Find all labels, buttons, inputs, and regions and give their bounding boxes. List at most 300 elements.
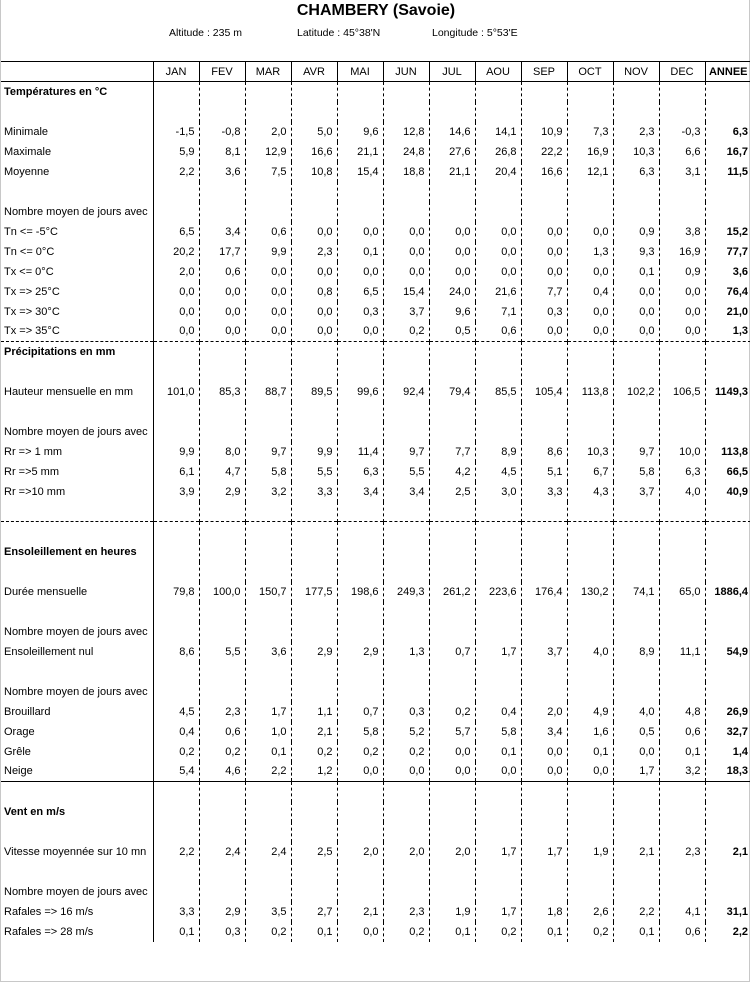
row-label: Rr => 1 mm bbox=[1, 442, 153, 462]
cell-jan: 0,2 bbox=[153, 742, 199, 762]
cell-jul: 5,7 bbox=[429, 722, 475, 742]
cell-aou bbox=[475, 802, 521, 822]
cell-jun bbox=[383, 682, 429, 702]
cell-jun bbox=[383, 502, 429, 522]
table-row bbox=[1, 582, 750, 602]
table-row bbox=[1, 222, 750, 242]
cell-annee: 18,3 bbox=[726, 765, 748, 778]
cell-dec bbox=[659, 362, 705, 382]
cell-annee: 54,9 bbox=[726, 645, 748, 658]
cell-jan bbox=[153, 202, 199, 222]
cell-mai bbox=[337, 522, 383, 542]
row-label: Tx => 35°C bbox=[1, 322, 153, 342]
cell-jun bbox=[383, 562, 429, 582]
cell-dec bbox=[659, 822, 705, 842]
cell-jan: 5,4 bbox=[153, 762, 199, 782]
cell-annee: 26,9 bbox=[726, 705, 748, 718]
cell-nov: 0,5 bbox=[613, 722, 659, 742]
cell-nov: 10,3 bbox=[613, 142, 659, 162]
cell-dec bbox=[659, 502, 705, 522]
cell-avr bbox=[291, 102, 337, 122]
cell-oct: 16,9 bbox=[567, 142, 613, 162]
cell-jun: 18,8 bbox=[383, 162, 429, 182]
cell-oct bbox=[567, 422, 613, 442]
cell-dec bbox=[659, 82, 705, 102]
cell-mar: 0,1 bbox=[245, 742, 291, 762]
column-header-oct: OCT bbox=[567, 62, 613, 82]
cell-sep: 1,7 bbox=[521, 842, 567, 862]
cell-oct: 0,0 bbox=[567, 762, 613, 782]
cell-sep bbox=[521, 502, 567, 522]
cell-sep bbox=[521, 822, 567, 842]
cell-oct bbox=[567, 542, 613, 562]
cell-mai: 0,2 bbox=[337, 742, 383, 762]
spacer-row bbox=[1, 862, 750, 882]
row-label: Moyenne bbox=[1, 162, 153, 182]
cell-dec: 10,0 bbox=[659, 442, 705, 462]
spacer-row bbox=[1, 622, 750, 642]
table-row bbox=[1, 922, 750, 942]
cell-nov bbox=[613, 82, 659, 102]
cell-mar bbox=[245, 682, 291, 702]
cell-jul: 0,0 bbox=[429, 762, 475, 782]
cell-fev bbox=[199, 422, 245, 442]
cell-dec bbox=[659, 542, 705, 562]
cell-annee: 1149,3 bbox=[714, 385, 748, 398]
row-label: Rr =>10 mm bbox=[1, 482, 153, 502]
cell-jul bbox=[429, 782, 475, 802]
column-header-jan: JAN bbox=[153, 62, 199, 82]
altitude-label: Altitude : 235 m bbox=[169, 27, 242, 39]
row-label bbox=[1, 502, 153, 522]
cell-jul: 0,0 bbox=[429, 242, 475, 262]
cell-mai: 2,1 bbox=[337, 902, 383, 922]
cell-jul bbox=[429, 422, 475, 442]
cell-mar: 9,9 bbox=[245, 242, 291, 262]
cell-avr bbox=[291, 562, 337, 582]
cell-jan bbox=[153, 602, 199, 622]
cell-aou: 3,0 bbox=[475, 482, 521, 502]
cell-mar: 2,2 bbox=[245, 762, 291, 782]
cell-oct bbox=[567, 102, 613, 122]
cell-fev bbox=[199, 82, 245, 102]
cell-jun: 24,8 bbox=[383, 142, 429, 162]
cell-sep: 3,4 bbox=[521, 722, 567, 742]
cell-jan: -1,5 bbox=[153, 122, 199, 142]
cell-dec: 3,2 bbox=[659, 762, 705, 782]
cell-annee: 1,4 bbox=[732, 745, 748, 758]
cell-oct bbox=[567, 362, 613, 382]
cell-oct: 0,0 bbox=[567, 302, 613, 322]
spacer-row bbox=[1, 502, 750, 522]
row-label bbox=[1, 822, 153, 842]
table-row bbox=[1, 742, 750, 762]
cell-dec bbox=[659, 522, 705, 542]
cell-jul: 24,0 bbox=[429, 282, 475, 302]
cell-avr: 5,0 bbox=[291, 122, 337, 142]
spacer-row bbox=[1, 522, 750, 542]
cell-jan: 0,0 bbox=[153, 302, 199, 322]
cell-annee bbox=[705, 422, 750, 442]
cell-nov: 2,3 bbox=[613, 122, 659, 142]
cell-oct: 1,6 bbox=[567, 722, 613, 742]
cell-nov: 0,0 bbox=[613, 322, 659, 342]
cell-aou: 8,9 bbox=[475, 442, 521, 462]
cell-aou bbox=[475, 342, 521, 362]
cell-dec: 0,0 bbox=[659, 322, 705, 342]
cell-aou bbox=[475, 602, 521, 622]
cell-dec: 16,9 bbox=[659, 242, 705, 262]
cell-nov bbox=[613, 102, 659, 122]
cell-jun bbox=[383, 882, 429, 902]
cell-nov: 9,3 bbox=[613, 242, 659, 262]
row-label: Tn <= 0°C bbox=[1, 242, 153, 262]
cell-jul: 9,6 bbox=[429, 302, 475, 322]
cell-dec: 0,0 bbox=[659, 282, 705, 302]
cell-mar: 3,6 bbox=[245, 642, 291, 662]
row-label bbox=[1, 662, 153, 682]
cell-oct: 10,3 bbox=[567, 442, 613, 462]
cell-avr bbox=[291, 802, 337, 822]
row-label: Minimale bbox=[1, 122, 153, 142]
row-label: Tx <= 0°C bbox=[1, 262, 153, 282]
cell-nov: 4,0 bbox=[613, 702, 659, 722]
cell-annee bbox=[705, 862, 750, 882]
cell-sep: 0,0 bbox=[521, 262, 567, 282]
cell-oct bbox=[567, 602, 613, 622]
cell-annee bbox=[705, 522, 750, 542]
cell-mai bbox=[337, 682, 383, 702]
cell-jun: 0,2 bbox=[383, 742, 429, 762]
cell-avr: 177,5 bbox=[291, 582, 337, 602]
cell-sep bbox=[521, 622, 567, 642]
cell-avr: 1,2 bbox=[291, 762, 337, 782]
cell-nov: 3,7 bbox=[613, 482, 659, 502]
cell-jun bbox=[383, 782, 429, 802]
row-label bbox=[1, 562, 153, 582]
cell-mai: 11,4 bbox=[337, 442, 383, 462]
cell-sep bbox=[521, 542, 567, 562]
cell-jun bbox=[383, 202, 429, 222]
spacer-row bbox=[1, 202, 750, 222]
row-label: Vent en m/s bbox=[1, 802, 153, 822]
row-label: Maximale bbox=[1, 142, 153, 162]
cell-fev: 2,4 bbox=[199, 842, 245, 862]
cell-dec: 106,5 bbox=[659, 382, 705, 402]
cell-dec bbox=[659, 662, 705, 682]
cell-mai: 3,4 bbox=[337, 482, 383, 502]
cell-annee: 77,7 bbox=[726, 245, 748, 258]
cell-mai: 0,0 bbox=[337, 222, 383, 242]
cell-annee: 32,7 bbox=[726, 725, 748, 738]
cell-annee: 76,4 bbox=[726, 285, 748, 298]
cell-mai bbox=[337, 602, 383, 622]
cell-dec bbox=[659, 862, 705, 882]
cell-aou: 0,6 bbox=[475, 322, 521, 342]
cell-jun bbox=[383, 822, 429, 842]
cell-aou: 7,1 bbox=[475, 302, 521, 322]
cell-avr: 0,8 bbox=[291, 282, 337, 302]
cell-annee bbox=[705, 882, 750, 902]
cell-mar: 2,4 bbox=[245, 842, 291, 862]
cell-avr bbox=[291, 402, 337, 422]
row-label: Tx => 30°C bbox=[1, 302, 153, 322]
cell-nov bbox=[613, 562, 659, 582]
cell-nov bbox=[613, 402, 659, 422]
cell-aou bbox=[475, 882, 521, 902]
cell-mai bbox=[337, 102, 383, 122]
cell-mar bbox=[245, 782, 291, 802]
cell-jan: 3,3 bbox=[153, 902, 199, 922]
cell-mai bbox=[337, 422, 383, 442]
cell-aou bbox=[475, 102, 521, 122]
cell-mai: 21,1 bbox=[337, 142, 383, 162]
cell-mar bbox=[245, 362, 291, 382]
cell-mar: 7,5 bbox=[245, 162, 291, 182]
cell-fev bbox=[199, 102, 245, 122]
table-row bbox=[1, 442, 750, 462]
cell-jan bbox=[153, 862, 199, 882]
cell-annee: 11,5 bbox=[727, 165, 748, 178]
cell-jun: 0,0 bbox=[383, 242, 429, 262]
cell-annee bbox=[705, 662, 750, 682]
cell-dec: 4,1 bbox=[659, 902, 705, 922]
section-header-row bbox=[1, 342, 750, 362]
cell-jan bbox=[153, 782, 199, 802]
cell-avr bbox=[291, 502, 337, 522]
cell-mar bbox=[245, 822, 291, 842]
cell-annee bbox=[705, 502, 750, 522]
cell-jul: 261,2 bbox=[429, 582, 475, 602]
cell-aou bbox=[475, 682, 521, 702]
cell-jun: 1,3 bbox=[383, 642, 429, 662]
cell-avr: 2,3 bbox=[291, 242, 337, 262]
table-row bbox=[1, 482, 750, 502]
cell-oct: 4,0 bbox=[567, 642, 613, 662]
cell-mar bbox=[245, 102, 291, 122]
cell-aou: 1,7 bbox=[475, 902, 521, 922]
cell-jun: 5,5 bbox=[383, 462, 429, 482]
cell-oct bbox=[567, 402, 613, 422]
cell-mar bbox=[245, 502, 291, 522]
cell-aou: 0,0 bbox=[475, 242, 521, 262]
cell-fev bbox=[199, 402, 245, 422]
cell-fev bbox=[199, 822, 245, 842]
cell-dec: 0,6 bbox=[659, 922, 705, 942]
longitude-label: Longitude : 5°53'E bbox=[432, 27, 518, 39]
cell-sep: 105,4 bbox=[521, 382, 567, 402]
cell-aou: 0,0 bbox=[475, 762, 521, 782]
cell-aou: 4,5 bbox=[475, 462, 521, 482]
cell-jan bbox=[153, 622, 199, 642]
cell-mar: 12,9 bbox=[245, 142, 291, 162]
row-label: Nombre moyen de jours avec bbox=[1, 202, 153, 222]
cell-fev bbox=[199, 602, 245, 622]
cell-aou: 14,1 bbox=[475, 122, 521, 142]
table-row bbox=[1, 142, 750, 162]
cell-fev bbox=[199, 182, 245, 202]
cell-fev: 2,9 bbox=[199, 902, 245, 922]
cell-mar: 9,7 bbox=[245, 442, 291, 462]
header-label-cell bbox=[1, 62, 153, 82]
cell-nov: 2,2 bbox=[613, 902, 659, 922]
cell-oct: 0,4 bbox=[567, 282, 613, 302]
cell-annee: 113,8 bbox=[721, 445, 748, 458]
cell-jan: 4,5 bbox=[153, 702, 199, 722]
cell-fev bbox=[199, 542, 245, 562]
cell-aou: 223,6 bbox=[475, 582, 521, 602]
cell-dec bbox=[659, 622, 705, 642]
table-row bbox=[1, 722, 750, 742]
cell-avr: 9,9 bbox=[291, 442, 337, 462]
cell-aou: 1,7 bbox=[475, 842, 521, 862]
cell-jun: 15,4 bbox=[383, 282, 429, 302]
cell-oct bbox=[567, 802, 613, 822]
cell-jul: 0,0 bbox=[429, 222, 475, 242]
spacer-row bbox=[1, 602, 750, 622]
cell-nov bbox=[613, 542, 659, 562]
cell-mar bbox=[245, 522, 291, 542]
cell-mai bbox=[337, 82, 383, 102]
cell-sep: 0,0 bbox=[521, 322, 567, 342]
cell-mai bbox=[337, 342, 383, 362]
cell-dec: 65,0 bbox=[659, 582, 705, 602]
column-header-dec: DEC bbox=[659, 62, 705, 82]
cell-aou bbox=[475, 362, 521, 382]
column-header-aou: AOU bbox=[475, 62, 521, 82]
table-body bbox=[1, 82, 750, 942]
cell-mar: 0,0 bbox=[245, 302, 291, 322]
row-label: Rafales => 16 m/s bbox=[1, 902, 153, 922]
column-header-mai: MAI bbox=[337, 62, 383, 82]
cell-aou: 0,0 bbox=[475, 222, 521, 242]
cell-mai bbox=[337, 862, 383, 882]
cell-oct: 0,0 bbox=[567, 262, 613, 282]
cell-aou: 26,8 bbox=[475, 142, 521, 162]
cell-oct: 0,2 bbox=[567, 922, 613, 942]
climate-table bbox=[1, 61, 750, 942]
cell-nov: 0,1 bbox=[613, 922, 659, 942]
cell-avr bbox=[291, 602, 337, 622]
cell-avr bbox=[291, 342, 337, 362]
cell-jan bbox=[153, 662, 199, 682]
row-label: Nombre moyen de jours avec bbox=[1, 882, 153, 902]
cell-sep bbox=[521, 602, 567, 622]
column-header-fev: FEV bbox=[199, 62, 245, 82]
cell-jul: 1,9 bbox=[429, 902, 475, 922]
row-label bbox=[1, 782, 153, 802]
cell-nov bbox=[613, 182, 659, 202]
row-label: Tx => 25°C bbox=[1, 282, 153, 302]
cell-jun bbox=[383, 362, 429, 382]
cell-aou bbox=[475, 542, 521, 562]
cell-annee: 40,9 bbox=[726, 485, 748, 498]
cell-jan: 6,1 bbox=[153, 462, 199, 482]
spacer-row bbox=[1, 422, 750, 442]
table-row bbox=[1, 262, 750, 282]
cell-oct bbox=[567, 522, 613, 542]
cell-avr bbox=[291, 202, 337, 222]
table-row bbox=[1, 762, 750, 782]
cell-jul bbox=[429, 822, 475, 842]
cell-mai bbox=[337, 362, 383, 382]
cell-dec bbox=[659, 602, 705, 622]
cell-dec: 6,6 bbox=[659, 142, 705, 162]
cell-oct: 0,0 bbox=[567, 222, 613, 242]
cell-aou bbox=[475, 862, 521, 882]
column-header-sep: SEP bbox=[521, 62, 567, 82]
cell-fev: 3,6 bbox=[199, 162, 245, 182]
cell-sep bbox=[521, 342, 567, 362]
cell-fev bbox=[199, 882, 245, 902]
cell-dec bbox=[659, 202, 705, 222]
spacer-row bbox=[1, 782, 750, 802]
cell-jan bbox=[153, 422, 199, 442]
cell-dec: 4,8 bbox=[659, 702, 705, 722]
spacer-row bbox=[1, 682, 750, 702]
cell-nov: 0,0 bbox=[613, 282, 659, 302]
cell-nov bbox=[613, 202, 659, 222]
cell-dec bbox=[659, 102, 705, 122]
cell-jan bbox=[153, 882, 199, 902]
cell-nov bbox=[613, 822, 659, 842]
cell-avr bbox=[291, 622, 337, 642]
table-row bbox=[1, 902, 750, 922]
cell-jun: 92,4 bbox=[383, 382, 429, 402]
cell-oct bbox=[567, 782, 613, 802]
cell-mar bbox=[245, 802, 291, 822]
spacer-row bbox=[1, 822, 750, 842]
cell-sep: 8,6 bbox=[521, 442, 567, 462]
cell-fev: 4,6 bbox=[199, 762, 245, 782]
cell-sep: 0,0 bbox=[521, 742, 567, 762]
cell-annee: 21,0 bbox=[726, 305, 748, 318]
cell-oct: 1,9 bbox=[567, 842, 613, 862]
cell-mar: 0,2 bbox=[245, 922, 291, 942]
cell-annee bbox=[705, 682, 750, 702]
cell-annee bbox=[705, 362, 750, 382]
cell-aou: 85,5 bbox=[475, 382, 521, 402]
cell-avr bbox=[291, 542, 337, 562]
cell-jul bbox=[429, 662, 475, 682]
cell-nov: 0,1 bbox=[613, 262, 659, 282]
cell-avr: 2,1 bbox=[291, 722, 337, 742]
cell-avr bbox=[291, 882, 337, 902]
cell-mai: 5,8 bbox=[337, 722, 383, 742]
cell-mar bbox=[245, 342, 291, 362]
cell-mar: 0,0 bbox=[245, 282, 291, 302]
cell-jun: 12,8 bbox=[383, 122, 429, 142]
cell-mar: 0,0 bbox=[245, 322, 291, 342]
cell-jan: 9,9 bbox=[153, 442, 199, 462]
cell-avr: 0,0 bbox=[291, 222, 337, 242]
cell-fev bbox=[199, 862, 245, 882]
cell-annee: 2,2 bbox=[732, 925, 748, 938]
table-row bbox=[1, 842, 750, 862]
cell-annee: 6,3 bbox=[732, 125, 748, 138]
cell-annee bbox=[705, 102, 750, 122]
cell-jul: 21,1 bbox=[429, 162, 475, 182]
table-row bbox=[1, 462, 750, 482]
cell-aou bbox=[475, 522, 521, 542]
cell-jul: 14,6 bbox=[429, 122, 475, 142]
cell-aou: 0,4 bbox=[475, 702, 521, 722]
row-label bbox=[1, 862, 153, 882]
cell-mai: 0,0 bbox=[337, 922, 383, 942]
cell-fev: 100,0 bbox=[199, 582, 245, 602]
cell-fev: 85,3 bbox=[199, 382, 245, 402]
table-row bbox=[1, 282, 750, 302]
